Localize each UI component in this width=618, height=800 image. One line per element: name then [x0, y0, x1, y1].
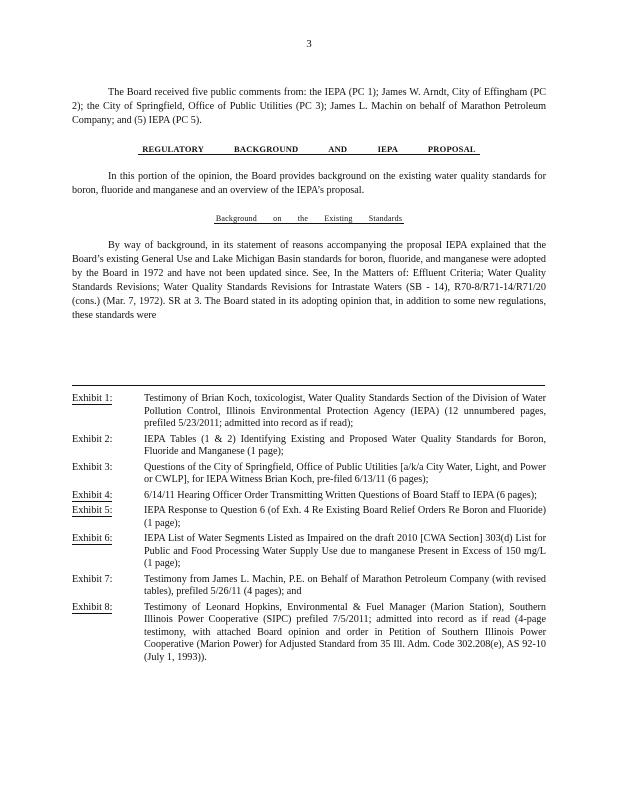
footnote-divider [72, 385, 545, 386]
exhibit-item [72, 490, 546, 503]
exhibit-item [72, 434, 546, 459]
exhibit-item [72, 574, 546, 599]
exhibit-label: Exhibit 4: [72, 489, 113, 501]
exhibit-item [72, 533, 546, 571]
exhibit-label: Exhibit 2: [72, 433, 113, 445]
exhibit-item [72, 505, 546, 530]
exhibit-label: Exhibit 3: [72, 461, 113, 473]
exhibit-label: Exhibit 6: [72, 533, 113, 544]
page-number: 3 [306, 38, 312, 50]
paragraph-background: By way of background, in its statement of reasons accompanying the proposal IEPA explained that the Board’s existing General Use and Lake Michigan Basin standards for boron, fluoride, and manganese were adopted by the Board in 1972 and have not been updated since. See, In the Matters of: Effluent Criteria; Water Quality Standards Revisions; Water Quality Standards Revisions for Intrastate Waters (SB - 14), R70-8/R71-14/R71/20 (cons.) (Mar. 7, 1972). SR at 3. The Board stated in its adopting opinion that, in addition to some new regulations, these standards were [72, 240, 546, 321]
section-heading-regulatory-background [0, 144, 618, 154]
exhibit-label: Exhibit 7: [72, 573, 113, 585]
paragraph-overview: In this portion of the opinion, the Board provides background on the existing water quality standards for boron, fluoride and manganese and an overview of the IEPA’s proposal. [72, 171, 546, 196]
paragraph-public-comments: The Board received five public comments from: the IEPA (PC 1); James W. Arndt, City of Effingham (PC 2); the City of Springfield, Office of Public Utilities (PC 3); James L. Machin on behalf of Marathon Petroleum Company; and (5) IEPA (PC 5). [72, 87, 546, 126]
section-heading-text: REGULATORY BACKGROUND AND IEPA PROPOSAL [138, 144, 480, 155]
exhibit-description: Testimony of Brian Koch, toxicologist, Water Quality Standards Section of the Division of Water Pollution Control, Illinois Environmental Protection Agency (IEPA) (12 unnumbered pages, prefiled 5/23/2011; admitted into record as if read); [144, 393, 546, 429]
exhibit-item [72, 462, 546, 487]
exhibit-description: IEPA Tables (1 & 2) Identifying Existing and Proposed Water Quality Standards for Boron, Fluoride and Manganese (1 page); [144, 433, 546, 457]
exhibit-list [72, 393, 546, 667]
exhibit-description: IEPA List of Water Segments Listed as Impaired on the draft 2010 [CWA Section] 303(d) List for Public and Food Processing Water Supply Use due to manganese Present in Excess of 150 mg/L (1 page); [144, 533, 546, 569]
exhibit-label: Exhibit 5: [72, 505, 113, 516]
exhibit-description: Questions of the City of Springfield, Office of Public Utilities [a/k/a City Water, Light, and Power or CWLP], for IEPA Witness Brian Koch, pre-filed 6/13/11 (6 pages); [144, 461, 546, 485]
subheading-text: Background on the Existing Standards [215, 214, 403, 223]
exhibit-item [72, 602, 546, 665]
exhibit-description: IEPA Response to Question 6 (of Exh. 4 Re Existing Board Relief Orders Re Boron and Fluoride) (1 page); [144, 505, 546, 529]
exhibit-label: Exhibit 8: [72, 601, 113, 613]
exhibit-label: Exhibit 1: [72, 393, 113, 404]
exhibit-item [72, 393, 546, 431]
subheading-existing-standards [0, 214, 618, 223]
exhibit-description: 6/14/11 Hearing Officer Order Transmitting Written Questions of Board Staff to IEPA (6 pages); [144, 489, 537, 501]
exhibit-description: Testimony of Leonard Hopkins, Environmental & Fuel Manager (Marion Station), Southern Illinois Power Cooperative (SIPC) prefiled 7/5/2011; admitted into record as if read (4-page testimony, with attached Board opinion and order in Petition of Southern Illinois Power Cooperative (Marion Power) for Adjusted Standard from 35 Ill. Adm. Code 302.208(e), AS 92-10 (July 1, 1993)). [144, 601, 546, 663]
exhibit-description: Testimony from James L. Machin, P.E. on Behalf of Marathon Petroleum Company (with revised tables), prefiled 5/26/11 (4 pages); and [144, 573, 546, 597]
